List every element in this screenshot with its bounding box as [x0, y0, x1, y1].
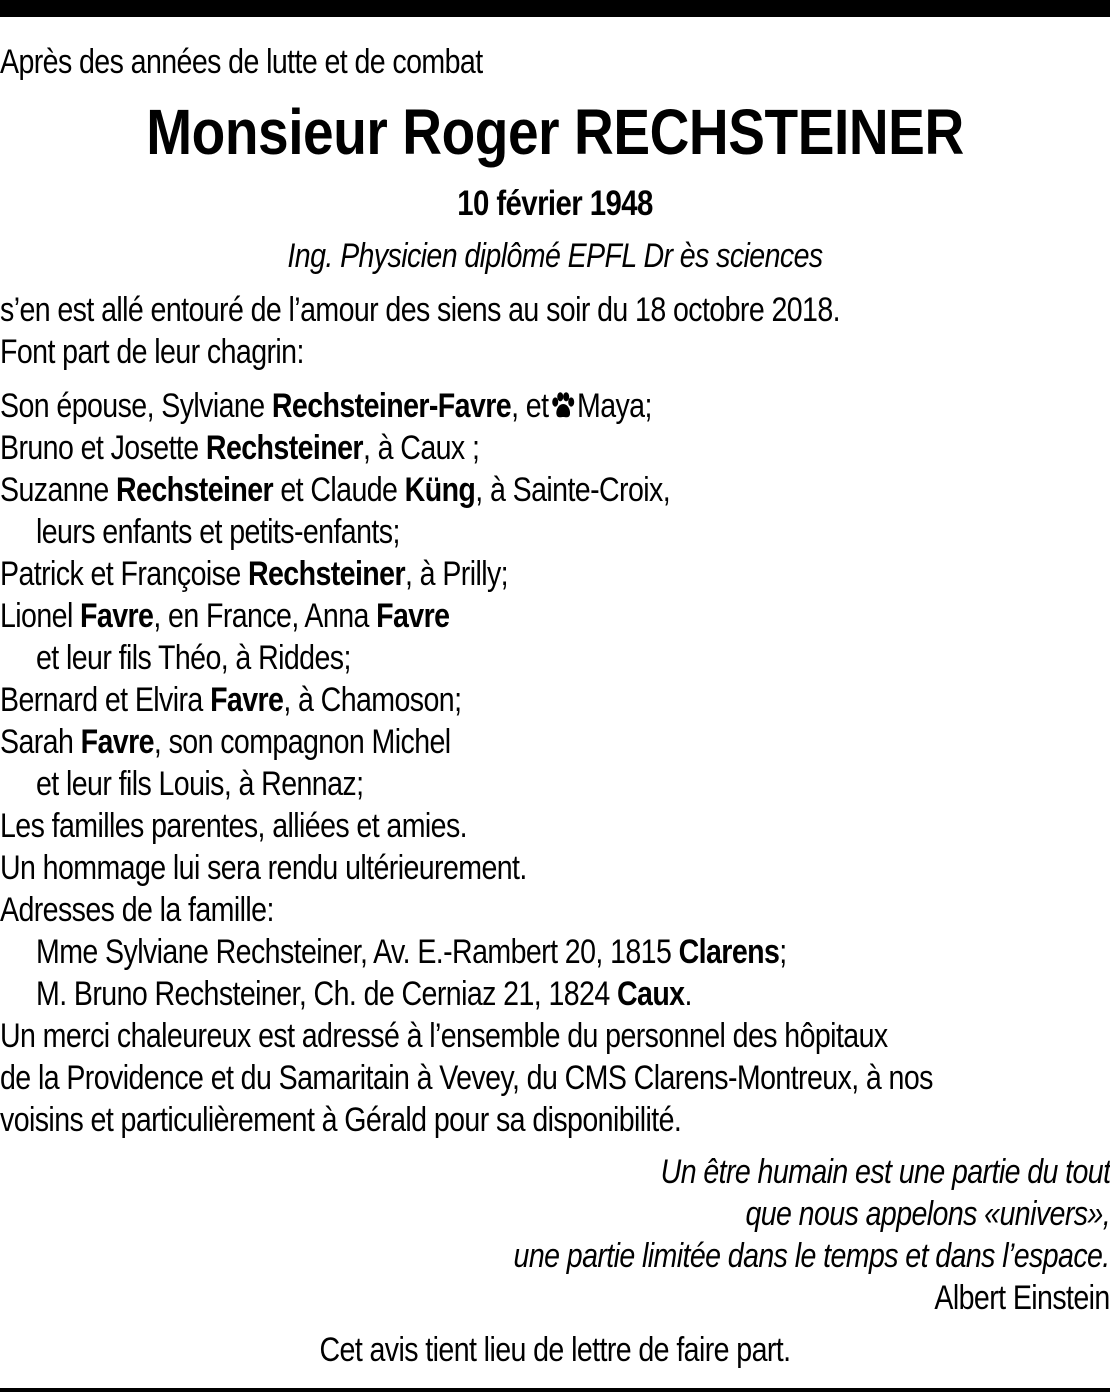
address-sylviane: Mme Sylviane Rechsteiner, Av. E.-Rambert 20, 1815 Clarens;: [36, 933, 787, 971]
family-line-lionel: Lionel Favre, en France, Anna Favre: [0, 597, 450, 635]
family-line-suzanne: Suzanne Rechsteiner et Claude Küng, à Sainte-Croix,: [0, 471, 671, 509]
addresses-heading: Adresses de la famille:: [0, 891, 274, 929]
deceased-name: Monsieur Roger RECHSTEINER: [146, 96, 964, 168]
intro-line: Après des années de lutte et de combat: [0, 43, 483, 81]
thanks-line-1: Un merci chaleureux est adressé à l’ensemble du personnel des hôpitaux: [0, 1017, 888, 1055]
family-line-spouse: Son épouse, Sylviane Rechsteiner-Favre, et Maya;: [0, 386, 652, 429]
quote-line-2: que nous appelons «univers»,: [745, 1195, 1110, 1233]
family-line-children: leurs enfants et petits-enfants;: [36, 513, 400, 551]
professional-title: Ing. Physicien diplômé EPFL Dr ès sciences: [287, 237, 823, 275]
address-bruno: M. Bruno Rechsteiner, Ch. de Cerniaz 21, 1824 Caux.: [36, 975, 692, 1013]
family-line-bruno: Bruno et Josette Rechsteiner, à Caux ;: [0, 429, 480, 467]
quote-author: Albert Einstein: [934, 1279, 1110, 1317]
quote-line-3: une partie limitée dans le temps et dans l’espace.: [513, 1237, 1110, 1275]
family-line-theo: et leur fils Théo, à Riddes;: [36, 639, 351, 677]
paw-print-icon: [550, 389, 575, 429]
birth-date: 10 février 1948: [457, 184, 653, 223]
thanks-line-2: de la Providence et du Samaritain à Vevey, du CMS Clarens-Montreux, à nos: [0, 1059, 933, 1097]
share-grief-line: Font part de leur chagrin:: [0, 333, 304, 371]
passed-line: s’en est allé entouré de l’amour des siens au soir du 18 octobre 2018.: [0, 291, 840, 329]
family-line-patrick: Patrick et Françoise Rechsteiner, à Prilly;: [0, 555, 509, 593]
family-line-bernard: Bernard et Elvira Favre, à Chamoson;: [0, 681, 462, 719]
thanks-line-3: voisins et particulièrement à Gérald pour sa disponibilité.: [0, 1101, 682, 1139]
quote-line-1: Un être humain est une partie du tout: [660, 1153, 1110, 1191]
tribute-line: Un hommage lui sera rendu ultérieurement.: [0, 849, 527, 887]
bottom-rule: [0, 1388, 1110, 1392]
footer-notice: Cet avis tient lieu de lettre de faire part.: [319, 1331, 791, 1369]
top-rule: [0, 0, 1110, 17]
family-line-sarah: Sarah Favre, son compagnon Michel: [0, 723, 451, 761]
family-line-relatives: Les familles parentes, alliées et amies.: [0, 807, 468, 845]
family-line-louis: et leur fils Louis, à Rennaz;: [36, 765, 364, 803]
